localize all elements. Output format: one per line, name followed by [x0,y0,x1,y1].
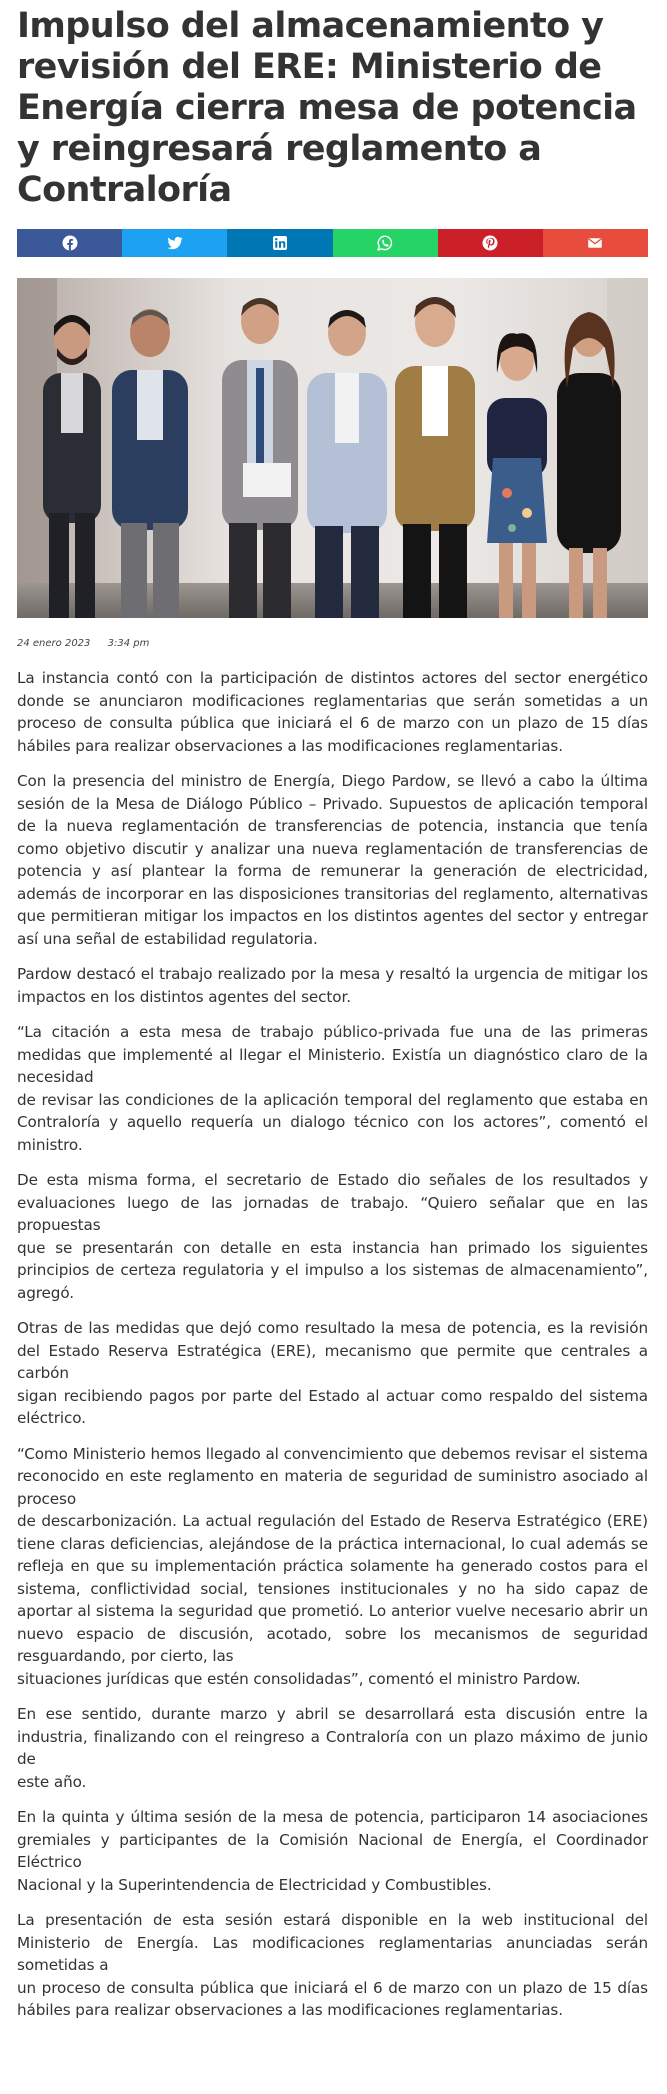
share-linkedin-button[interactable] [227,229,332,257]
twitter-icon [167,235,183,251]
facebook-icon [62,235,78,251]
share-whatsapp-button[interactable] [333,229,438,257]
article-body [17,667,648,2022]
article-paragraph: En ese sentido, durante marzo y abril se desarrollará esta discusión entre la industria, finalizando con el reingreso a Contraloría con un plazo máximo de junio de este año. [17,1705,648,1791]
article-paragraph: Con la presencia del ministro de Energía, Diego Pardow, se llevó a cabo la última sesión de la Mesa de Diálogo Público – Privado. Supuestos de aplicación temporal de la nueva reglamentación de transferencias de potencia, instancia que tenía como objetivo discutir y analizar una nueva reglamentación de transferencias de potencia y así plantear la forma de remunerar la generación de electricidad, además de incorporar en las disposiciones transitorias del reglamento, alternativas que permitieran mitigar los impactos en los distintos agentes del sector y entregar así una señal de estabilidad regulatoria. [17,772,648,948]
article [17,6,648,2022]
article-paragraph: Otras de las medidas que dejó como resultado la mesa de potencia, es la revisión del Estado Reserva Estratégica (ERE), mecanismo que permite que centrales a carbón sigan recibiendo pagos por parte del Estado al actuar como respaldo del sistema eléctrico. [17,1319,648,1427]
pinterest-icon [482,235,498,251]
group-photo-icon [17,278,648,618]
article-paragraph: De esta misma forma, el secretario de Estado dio señales de los resultados y evaluaciones luego de las jornadas de trabajo. “Quiero señalar que en las propuestas que se presentarán con detalle en esta instancia han primado los siguientes principios de certeza regulatoria y el impulso a los sistemas de almacenamiento”, agregó. [17,1171,648,1302]
share-bar [17,229,648,257]
article-date: 24 enero 2023 [17,638,91,649]
envelope-icon [587,235,603,251]
share-twitter-button[interactable] [122,229,227,257]
whatsapp-icon [377,235,393,251]
group-photo [17,278,648,618]
article-title: Impulso del almacenamiento y revisión del ERE: Ministerio de Energía cierra mesa de potencia y reingresará reglamento a Contraloría [17,6,637,210]
article-paragraph: “La citación a esta mesa de trabajo público-privada fue una de las primeras medidas que implementé al llegar el Ministerio. Existía un diagnóstico claro de la necesidad de revisar las condiciones de la aplicación temporal del reglamento que estaba en Contraloría y aquello requería un dialogo técnico con los actores”, comentó el ministro. [17,1023,648,1154]
share-email-button[interactable] [543,229,648,257]
article-paragraph: En la quinta y última sesión de la mesa de potencia, participaron 14 asociaciones gremiales y participantes de la Comisión Nacional de Energía, el Coordinador Eléctrico Nacional y la Superintendencia de Electricidad y Combustibles. [17,1808,648,1894]
share-facebook-button[interactable] [17,229,122,257]
article-meta [17,638,648,649]
article-time: 3:34 pm [107,638,150,649]
share-pinterest-button[interactable] [438,229,543,257]
article-paragraph: La instancia contó con la participación de distintos actores del sector energético donde se anunciaron modificaciones reglamentarias que serán sometidas a un proceso de consulta pública que iniciará el 6 de marzo con un plazo de 15 días hábiles para realizar observaciones a las modificaciones reglamentarias. [17,669,648,755]
article-paragraph: “Como Ministerio hemos llegado al convencimiento que debemos revisar el sistema reconocido en este reglamento en materia de seguridad de suministro asociado al proceso de descarbonización. La actual regulación del Estado de Reserva Estratégico (ERE) tiene claras deficiencias, alejándose de la práctica internacional, lo cual además se refleja en que su implementación práctica solamente ha generado costos para el sistema, conflictividad social, tensiones institucionales y no ha sido capaz de aportar al sistema la seguridad que prometió. Lo anterior vuelve necesario abrir un nuevo espacio de discusión, acotado, sobre los mecanismos de seguridad resguardando, por cierto, las situaciones jurídicas que estén consolidadas”, comentó el ministro Pardow. [17,1444,648,1688]
article-paragraph: Pardow destacó el trabajo realizado por la mesa y resaltó la urgencia de mitigar los impactos en los distintos agentes del sector. [17,965,648,1006]
article-paragraph: La presentación de esta sesión estará disponible en la web institucional del Ministerio de Energía. Las modificaciones reglamentarias anunciadas serán sometidas a un proceso de consulta pública que iniciará el 6 de marzo con un plazo de 15 días hábiles para realizar observaciones a las modificaciones reglamentarias. [17,1911,648,2019]
linkedin-icon [272,235,288,251]
